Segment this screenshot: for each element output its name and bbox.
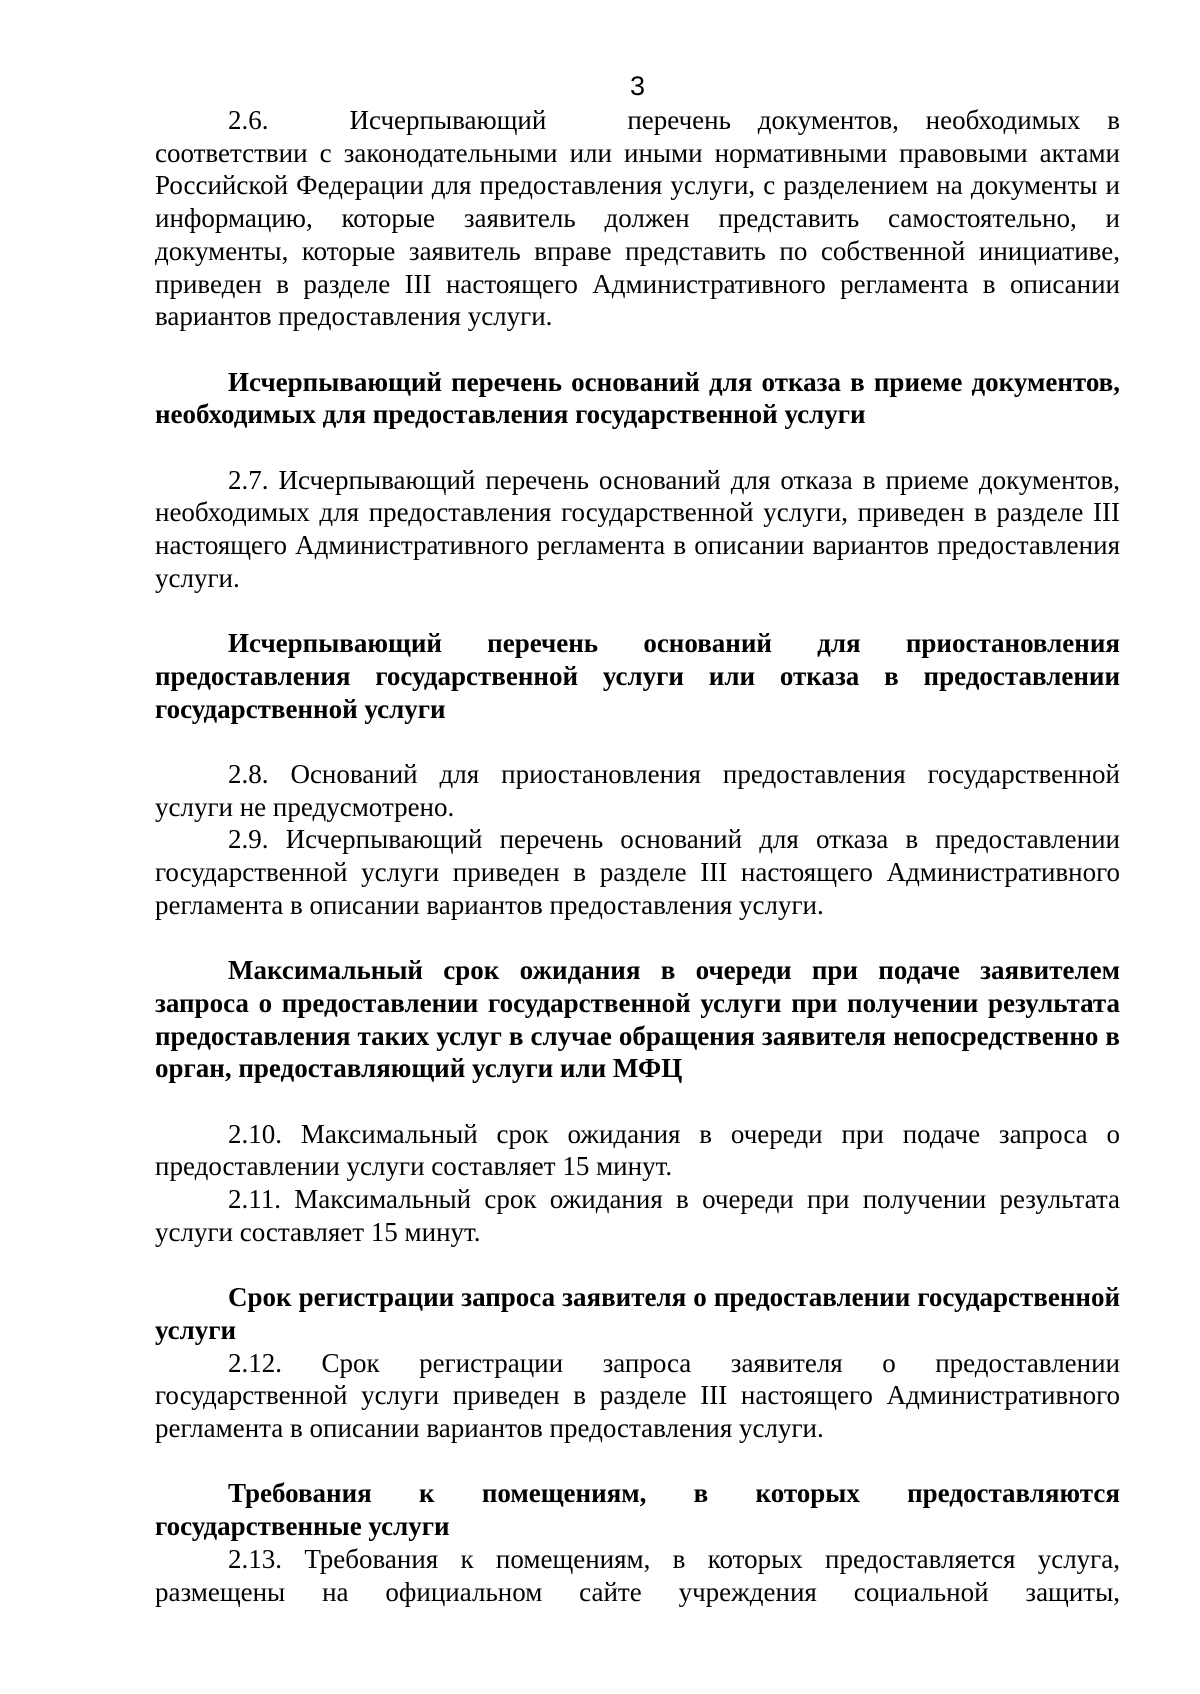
paragraph-2-10: 2.10. Максимальный срок ожидания в очереди при подаче запроса о предоставлении услуги составляет 15 минут. [155, 1118, 1120, 1182]
spacer [155, 595, 1120, 628]
page-number: 3 [629, 71, 646, 101]
paragraph-2-12: 2.12. Срок регистрации запроса заявителя о предоставлении государственной услуги приведен в разделе III настоящего Административного регламента в описании вариантов предоставления услуги. [155, 1347, 1120, 1444]
document-page [155, 68, 1120, 1668]
paragraph-2-8: 2.8. Оснований для приостановления предоставления государственной услуги не предусмотрено. [155, 759, 1120, 822]
paragraph-2-7: 2.7. Исчерпывающий перечень оснований для отказа в приеме документов, необходимых для предоставления государственной услуги, приведен в разделе III настоящего Административного регламента в описании вариантов предоставления услуги. [155, 464, 1120, 593]
paragraph-2-13: 2.13. Требования к помещениям, в которых предоставляется услуга, размещены на официальном сайте учреждения социальной защиты, [155, 1543, 1120, 1607]
spacer [155, 1445, 1120, 1478]
spacer [155, 1085, 1120, 1118]
spacer [155, 922, 1120, 955]
heading-waiting-time: Максимальный срок ожидания в очереди при подаче заявителем запроса о предоставлении государственной услуги при получении результата предоставления таких услуг в случае обращения заявителя непосредственно в орган, предоставляющий услуги или МФЦ [155, 955, 1120, 1084]
paragraph-2-11: 2.11. Максимальный срок ожидания в очереди при получении результата услуги составляет 15 минут. [155, 1184, 1120, 1247]
paragraph-2-6: 2.6. Исчерпывающий перечень документов, необходимых в соответствии с законодательными или иными нормативными правовыми актами Российской Федерации для предоставления услуги, с разделением на документы и информацию, которые заявитель должен представить самостоятельно, и документы, которые заявитель вправе представить по собственной инициативе, приведен в разделе III настоящего Административного регламента в описании вариантов предоставления услуги. [155, 105, 1120, 332]
heading-premises-requirements: Требования к помещениям, в которых предоставляются государственные услуги [155, 1478, 1120, 1542]
heading-suspension-refusal: Исчерпывающий перечень оснований для приостановления предоставления государственной услуги или отказа в предоставлении государственной услуги [155, 628, 1120, 724]
spacer [155, 1249, 1120, 1282]
spacer [155, 333, 1120, 366]
heading-refusal-acceptance: Исчерпывающий перечень оснований для отказа в приеме документов, необходимых для предоставления государственной услуги [155, 366, 1120, 430]
spacer [155, 725, 1120, 758]
spacer [155, 431, 1120, 464]
paragraph-2-9: 2.9. Исчерпывающий перечень оснований для отказа в предоставлении государственной услуги приведен в разделе III настоящего Административного регламента в описании вариантов предоставления услуги. [155, 824, 1120, 920]
heading-registration-time: Срок регистрации запроса заявителя о предоставлении государственной услуги [155, 1282, 1120, 1345]
